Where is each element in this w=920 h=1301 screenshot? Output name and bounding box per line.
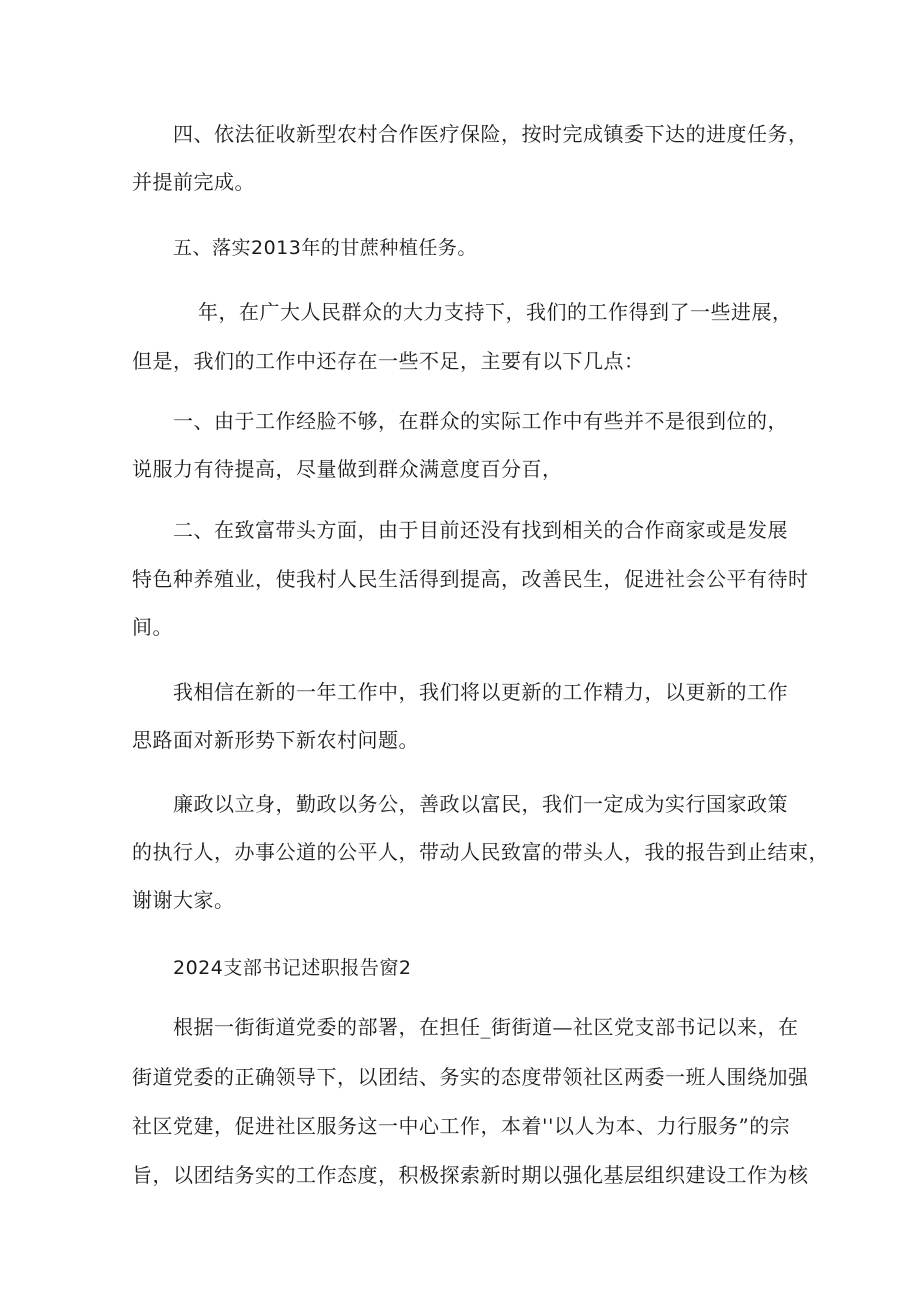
text-line: 根据一街街道党委的部署，在担任_街街道—社区党支部书记以来，在 (173, 1015, 799, 1039)
text-line: 四、依法征收新型农村合作医疗保险，按时完成镇委下达的进度任务， (173, 122, 809, 146)
text-line: 一、由于工作经脸不够，在群众的实际工作中有些并不是很到位的， (173, 409, 788, 433)
text-line: 特色种养殖业，使我村人民生活得到提高，改善民生，促进社会公平有待时 (132, 567, 809, 591)
text-line: 旨，以团结务实的工作态度，积极探索新时期以强化基层组织建设工作为核 (132, 1163, 809, 1187)
text-line: 我相信在新的一年工作中，我们将以更新的工作精力，以更新的工作 (173, 680, 788, 704)
text-line: 五、落实2013年的甘蔗种植任务。 (173, 237, 477, 259)
text-line: 年，在广大人民群众的大力支持下，我们的工作得到了一些进展， (198, 300, 793, 324)
text-line: 但是，我们的工作中还存在一些不足，主要有以下几点： (132, 349, 645, 373)
text-line: 二、在致富带头方面，由于目前还没有找到相关的合作商家或是发展 (173, 518, 788, 542)
text-line: 谢谢大家。 (132, 888, 235, 912)
section-heading: 2024支部书记述职报告窗2 (173, 957, 412, 979)
text-line: 说服力有待提高，尽量做到群众满意度百分百， (132, 457, 563, 481)
text-line: 廉政以立身，勤政以务公，善政以富民，我们一定成为实行国家政策 (173, 792, 788, 816)
text-line: 思路面对新形势下新农村问题。 (132, 728, 419, 752)
text-line: 间。 (132, 615, 173, 639)
text-line: 的执行人，办事公道的公平人，带动人民致富的带头人，我的报告到止结束， (132, 840, 829, 864)
text-line: 社区党建，促进社区服务这一中心工作，本着''以人为本、力行服务”的宗 (132, 1114, 791, 1138)
text-line: 街道党委的正确领导下，以团结、务实的态度带领社区两委一班人围绕加强 (132, 1065, 809, 1089)
text-line: 并提前完成。 (132, 170, 255, 194)
